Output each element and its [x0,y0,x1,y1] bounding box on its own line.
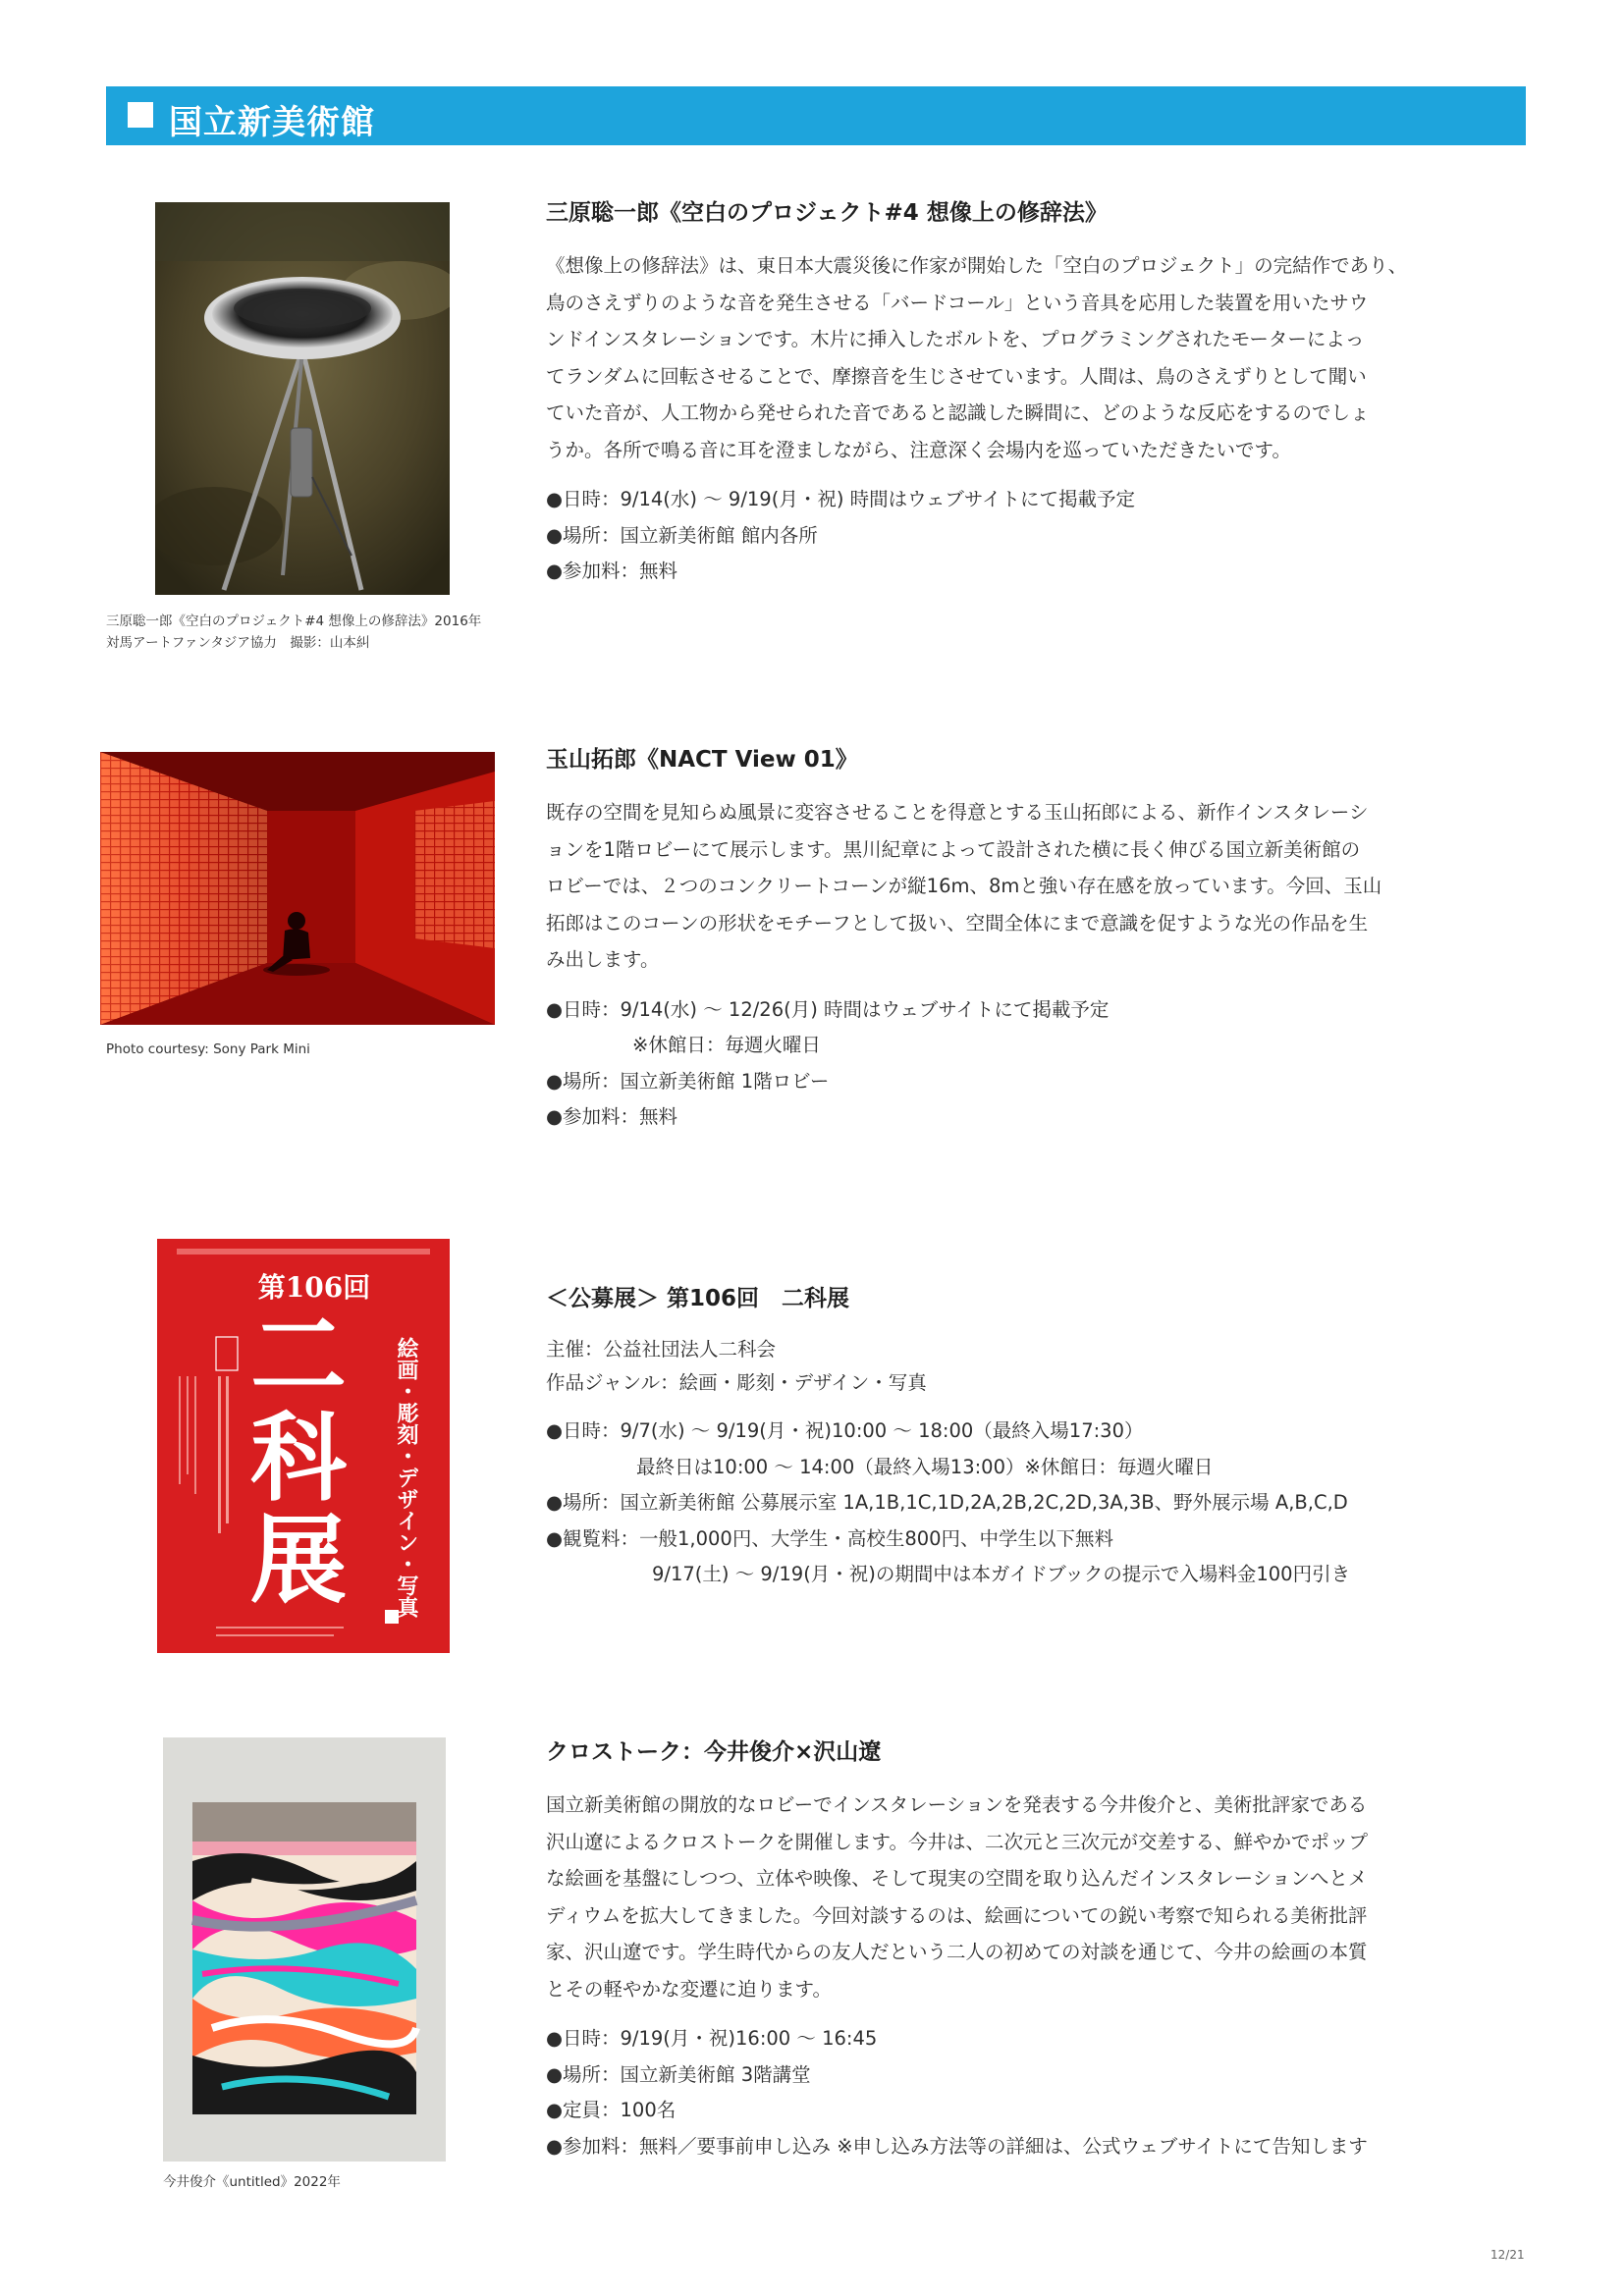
event-description: 既存の空間を見知らぬ風景に変容させることを得意とする玉山拓郎による、新作インスタレーシ ョンを1階ロビーにて展示します。黒川紀章によって設計された横に長く伸びる国立新美術館の ロビーでは、２つのコンクリートコーンが縦16m、8mと強い存在感を放っています。今回、玉山 拓郎はこのコーンの形状をモチーフとして扱い、空間全体にまで意識を促すような光の作品を生 み出します。 [546,801,1382,971]
event-last-day: 最終日は10:00 〜 14:00（最終入場13:00）※休館日：毎週火曜日 [636,1455,1214,1478]
photo-caption: 今井俊介《untitled》2022年 [163,2174,341,2190]
red-light-installation-image [100,752,495,1025]
event-description: 主催：公益社団法人二科会 作品ジャンル：絵画・彫刻・デザイン・写真 [546,1338,927,1394]
event-admission: ●観覧料：一般1,000円、大学生・高校生800円、中学生以下無料 [546,1526,1114,1550]
photo-imai-untitled [163,1737,446,2162]
poster-title-char: 二 [250,1300,348,1413]
header-title: 国立新美術館 [169,103,375,142]
poster-nika-exhibition [157,1239,450,1653]
event-discount: 9/17(土) 〜 9/19(月・祝)の期間中は本ガイドブックの提示で入場料金100円引き [652,1563,1351,1585]
event-details [546,482,1528,590]
event-title: クロストーク：今井俊介×沢山遼 [546,1739,882,1765]
event-section [546,1282,1528,1593]
abstract-painting-image [163,1737,446,2162]
event-title: 三原聡一郎《空白のプロジェクト#4 想像上の修辞法》 [546,200,1108,226]
event-details [546,992,1528,1136]
event-date: ●日時：9/19(月・祝)16:00 〜 16:45 [546,2027,878,2050]
poster-title-char: 科 [250,1402,348,1515]
event-section [546,1735,1528,2164]
event-details [546,2021,1528,2164]
event-section [546,743,1528,1136]
event-venue: ●場所：国立新美術館 1階ロビー [546,1069,830,1093]
event-date: ●日時：9/14(水) 〜 12/26(月) 時間はウェブサイトにて掲載予定 [546,997,1110,1021]
event-fee: ●参加料：無料 [546,1105,678,1128]
photo-birdcall-installation [155,202,450,595]
event-date: ●日時：9/14(水) 〜 9/19(月・祝) 時間はウェブサイトにて掲載予定 [546,488,1135,510]
poster-title-char: 展 [250,1504,348,1617]
event-venue: ●場所：国立新美術館 3階講堂 [546,2062,811,2086]
event-section [546,196,1528,590]
square-icon [128,102,153,128]
poster-genres-vertical: 絵画・彫刻・デザイン・写真 [394,1337,418,1618]
event-description: 国立新美術館の開放的なロビーでインスタレーションを発表する今井俊介と、美術批評家である 沢山遼によるクロストークを開催します。今井は、二次元と三次元が交差する、鮮やかでポップ な絵画を基盤にしつつ、立体や映像、そして現実の空間を取り込んだインスタレーションへとメ ディウムを拡大してきました。今回対談するのは、絵画についての鋭い考察で知られる美術批評 家、沢山遼です。学生時代からの友人だという二人の初めての対談を通じて、今井の絵画の本質 とその軽やかな変遷に迫ります。 [546,1793,1368,2001]
event-date: ●日時：9/7(水) 〜 9/19(月・祝)10:00 〜 18:00（最終入場17:30） [546,1419,1144,1442]
event-title: ＜公募展＞ 第106回 二科展 [546,1286,850,1311]
event-title: 玉山拓郎《NACT View 01》 [546,747,858,773]
event-fee: ●参加料：無料／要事前申し込み ※申し込み方法等の詳細は、公式ウェブサイトにて告知します [546,2134,1368,2158]
section-header [106,86,1526,145]
photo-caption: 三原聡一郎《空白のプロジェクト#4 想像上の修辞法》2016年 対馬アートファンタジア協力 撮影：山本糾 [106,614,482,651]
birdcall-installation-image [155,202,450,595]
photo-caption: Photo courtesy: Sony Park Mini [106,1041,310,1057]
event-fee: ●参加料：無料 [546,560,678,582]
page-number: 12/21 [1490,2248,1525,2262]
event-closed-days: ※休館日：毎週火曜日 [632,1034,821,1056]
event-venue: ●場所：国立新美術館 館内各所 [546,523,818,547]
event-venue: ●場所：国立新美術館 公募展示室 1A,1B,1C,1D,2A,2B,2C,2D,3A,3B、野外展示場 A,B,C,D [546,1491,1348,1514]
photo-nact-view [100,752,495,1025]
event-capacity: ●定員：100名 [546,2099,677,2121]
event-details [546,1414,1528,1593]
poster-edition: 第106回 [257,1271,371,1304]
event-description: 《想像上の修辞法》は、東日本大震災後に作家が開始した「空白のプロジェクト」の完結作であり、 鳥のさえずりのような音を発生させる「バードコール」という音具を応用した装置を用いたサウ ンドインスタレーションです。木片に挿入したボルトを、プログラミングされたモーターによっ てランダムに回転させることで、摩擦音を生じさせています。人間は、鳥のさえずりとして聞い ていた音が、人工物から発せられた音であると認識した瞬間に、どのような反応をするのでしょ うか。各所で鳴る音に耳を澄ましながら、注意深く会場内を巡っていただきたいです。 [546,254,1408,461]
